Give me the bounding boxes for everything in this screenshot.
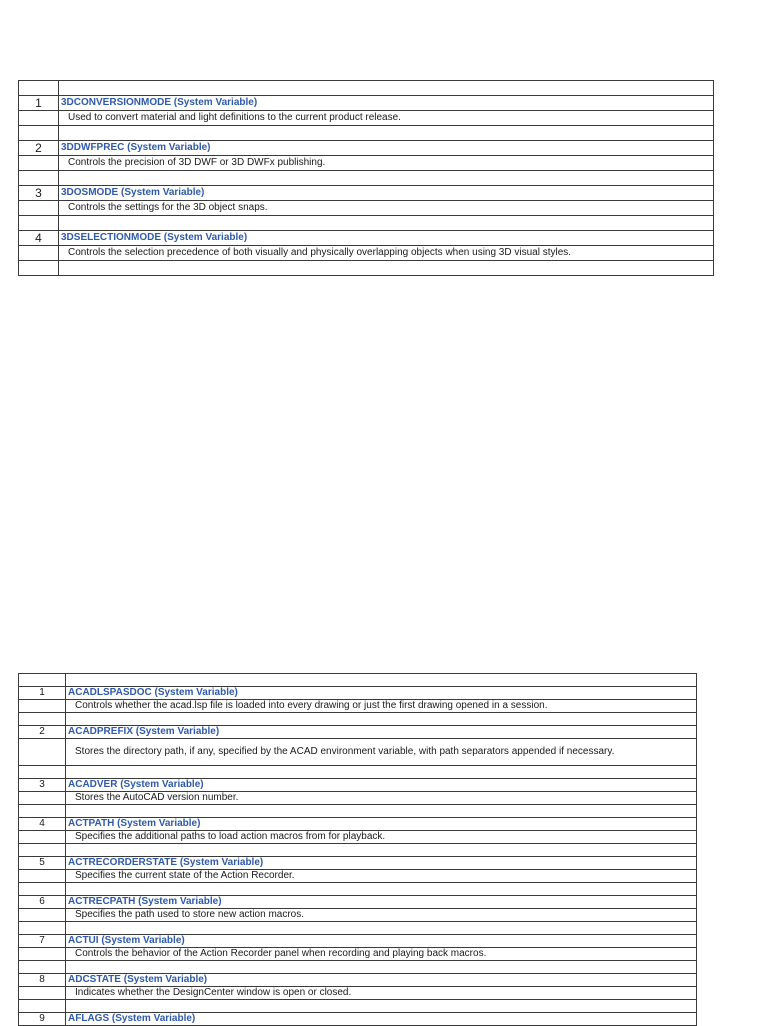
spacer-row (19, 766, 697, 779)
variable-name: ACTRECPATH (System Variable) (66, 896, 697, 909)
variable-title-row (19, 896, 697, 909)
spacer-row (19, 81, 714, 96)
empty-cell (19, 739, 66, 766)
entry-number: 1 (19, 96, 59, 111)
empty-cell (66, 883, 697, 896)
variable-description: Specifies the additional paths to load action macros from for playback. (66, 831, 697, 844)
variable-name: ACADLSPASDOC (System Variable) (66, 687, 697, 700)
empty-cell (19, 870, 66, 883)
variable-title-row (19, 186, 714, 201)
variable-title-row (19, 687, 697, 700)
variable-description-row (19, 700, 697, 713)
empty-cell (59, 81, 714, 96)
empty-cell (59, 261, 714, 276)
empty-cell (66, 922, 697, 935)
variable-description-row (19, 156, 714, 171)
entry-number: 3 (19, 779, 66, 792)
spacer-row (19, 844, 697, 857)
empty-cell (19, 216, 59, 231)
empty-cell (19, 156, 59, 171)
empty-cell (66, 713, 697, 726)
entry-number: 5 (19, 857, 66, 870)
variable-title-row (19, 974, 697, 987)
entry-number: 3 (19, 186, 59, 201)
empty-cell (59, 216, 714, 231)
variable-description: Controls whether the acad.lsp file is loaded into every drawing or just the first drawing opened in a session. (66, 700, 697, 713)
spacer-row (19, 261, 714, 276)
empty-cell (19, 987, 66, 1000)
spacer-row (19, 805, 697, 818)
spacer-row (19, 126, 714, 141)
variable-title-row (19, 779, 697, 792)
empty-cell (66, 674, 697, 687)
variable-description-row (19, 987, 697, 1000)
system-variables-table-1 (18, 80, 714, 276)
empty-cell (59, 126, 714, 141)
empty-cell (19, 909, 66, 922)
variable-name: ACTUI (System Variable) (66, 935, 697, 948)
table-1-body (19, 81, 714, 276)
empty-cell (66, 766, 697, 779)
table-2-body (19, 674, 697, 1026)
variable-description: Controls the selection precedence of both visually and physically overlapping objects when using 3D visual styles. (59, 246, 714, 261)
empty-cell (19, 961, 66, 974)
system-variables-table-2 (18, 673, 697, 1026)
empty-cell (19, 922, 66, 935)
entry-number: 8 (19, 974, 66, 987)
variable-description-row (19, 246, 714, 261)
variable-title-row (19, 141, 714, 156)
empty-cell (19, 246, 59, 261)
empty-cell (66, 1000, 697, 1013)
variable-description: Indicates whether the DesignCenter window is open or closed. (66, 987, 697, 1000)
variable-description: Controls the precision of 3D DWF or 3D DWFx publishing. (59, 156, 714, 171)
variable-name: ACTPATH (System Variable) (66, 818, 697, 831)
spacer-row (19, 713, 697, 726)
spacer-row (19, 883, 697, 896)
variable-name: ADCSTATE (System Variable) (66, 974, 697, 987)
variable-name: 3DOSMODE (System Variable) (59, 186, 714, 201)
spacer-row (19, 674, 697, 687)
spacer-row (19, 216, 714, 231)
variable-description-row (19, 201, 714, 216)
empty-cell (19, 700, 66, 713)
spacer-row (19, 1000, 697, 1013)
empty-cell (19, 805, 66, 818)
variable-description-row (19, 909, 697, 922)
empty-cell (66, 844, 697, 857)
variable-title-row (19, 935, 697, 948)
variable-title-row (19, 726, 697, 739)
variable-description-row (19, 739, 697, 766)
variable-description-row (19, 792, 697, 805)
empty-cell (19, 111, 59, 126)
empty-cell (19, 883, 66, 896)
variable-title-row (19, 231, 714, 246)
empty-cell (19, 201, 59, 216)
variable-description: Used to convert material and light definitions to the current product release. (59, 111, 714, 126)
variable-description: Specifies the current state of the Action Recorder. (66, 870, 697, 883)
empty-cell (66, 961, 697, 974)
empty-cell (19, 713, 66, 726)
entry-number: 2 (19, 726, 66, 739)
empty-cell (19, 171, 59, 186)
variable-description-row (19, 870, 697, 883)
entry-number: 7 (19, 935, 66, 948)
variable-description: Specifies the path used to store new action macros. (66, 909, 697, 922)
variable-description: Controls the behavior of the Action Recorder panel when recording and playing back macros. (66, 948, 697, 961)
variable-name: AFLAGS (System Variable) (66, 1013, 697, 1026)
variable-name: 3DDWFPREC (System Variable) (59, 141, 714, 156)
empty-cell (19, 844, 66, 857)
variable-description-row (19, 831, 697, 844)
variable-name: ACADPREFIX (System Variable) (66, 726, 697, 739)
empty-cell (19, 766, 66, 779)
empty-cell (19, 674, 66, 687)
variable-title-row (19, 818, 697, 831)
empty-cell (59, 171, 714, 186)
empty-cell (19, 948, 66, 961)
variable-name: 3DCONVERSIONMODE (System Variable) (59, 96, 714, 111)
entry-number: 2 (19, 141, 59, 156)
entry-number: 1 (19, 687, 66, 700)
empty-cell (66, 805, 697, 818)
variable-title-row (19, 857, 697, 870)
variable-description-row (19, 948, 697, 961)
empty-cell (19, 261, 59, 276)
variable-description-row (19, 111, 714, 126)
variable-title-row (19, 96, 714, 111)
variable-name: ACADVER (System Variable) (66, 779, 697, 792)
entry-number: 9 (19, 1013, 66, 1026)
variable-name: 3DSELECTIONMODE (System Variable) (59, 231, 714, 246)
empty-cell (19, 126, 59, 141)
spacer-row (19, 171, 714, 186)
variable-description: Stores the AutoCAD version number. (66, 792, 697, 805)
spacer-row (19, 922, 697, 935)
entry-number: 4 (19, 818, 66, 831)
variable-description: Controls the settings for the 3D object snaps. (59, 201, 714, 216)
empty-cell (19, 831, 66, 844)
variable-description: Stores the directory path, if any, specified by the ACAD environment variable, with path separators appended if necessary. (66, 739, 697, 766)
variable-name: ACTRECORDERSTATE (System Variable) (66, 857, 697, 870)
empty-cell (19, 1000, 66, 1013)
spacer-row (19, 961, 697, 974)
entry-number: 6 (19, 896, 66, 909)
empty-cell (19, 81, 59, 96)
empty-cell (19, 792, 66, 805)
entry-number: 4 (19, 231, 59, 246)
